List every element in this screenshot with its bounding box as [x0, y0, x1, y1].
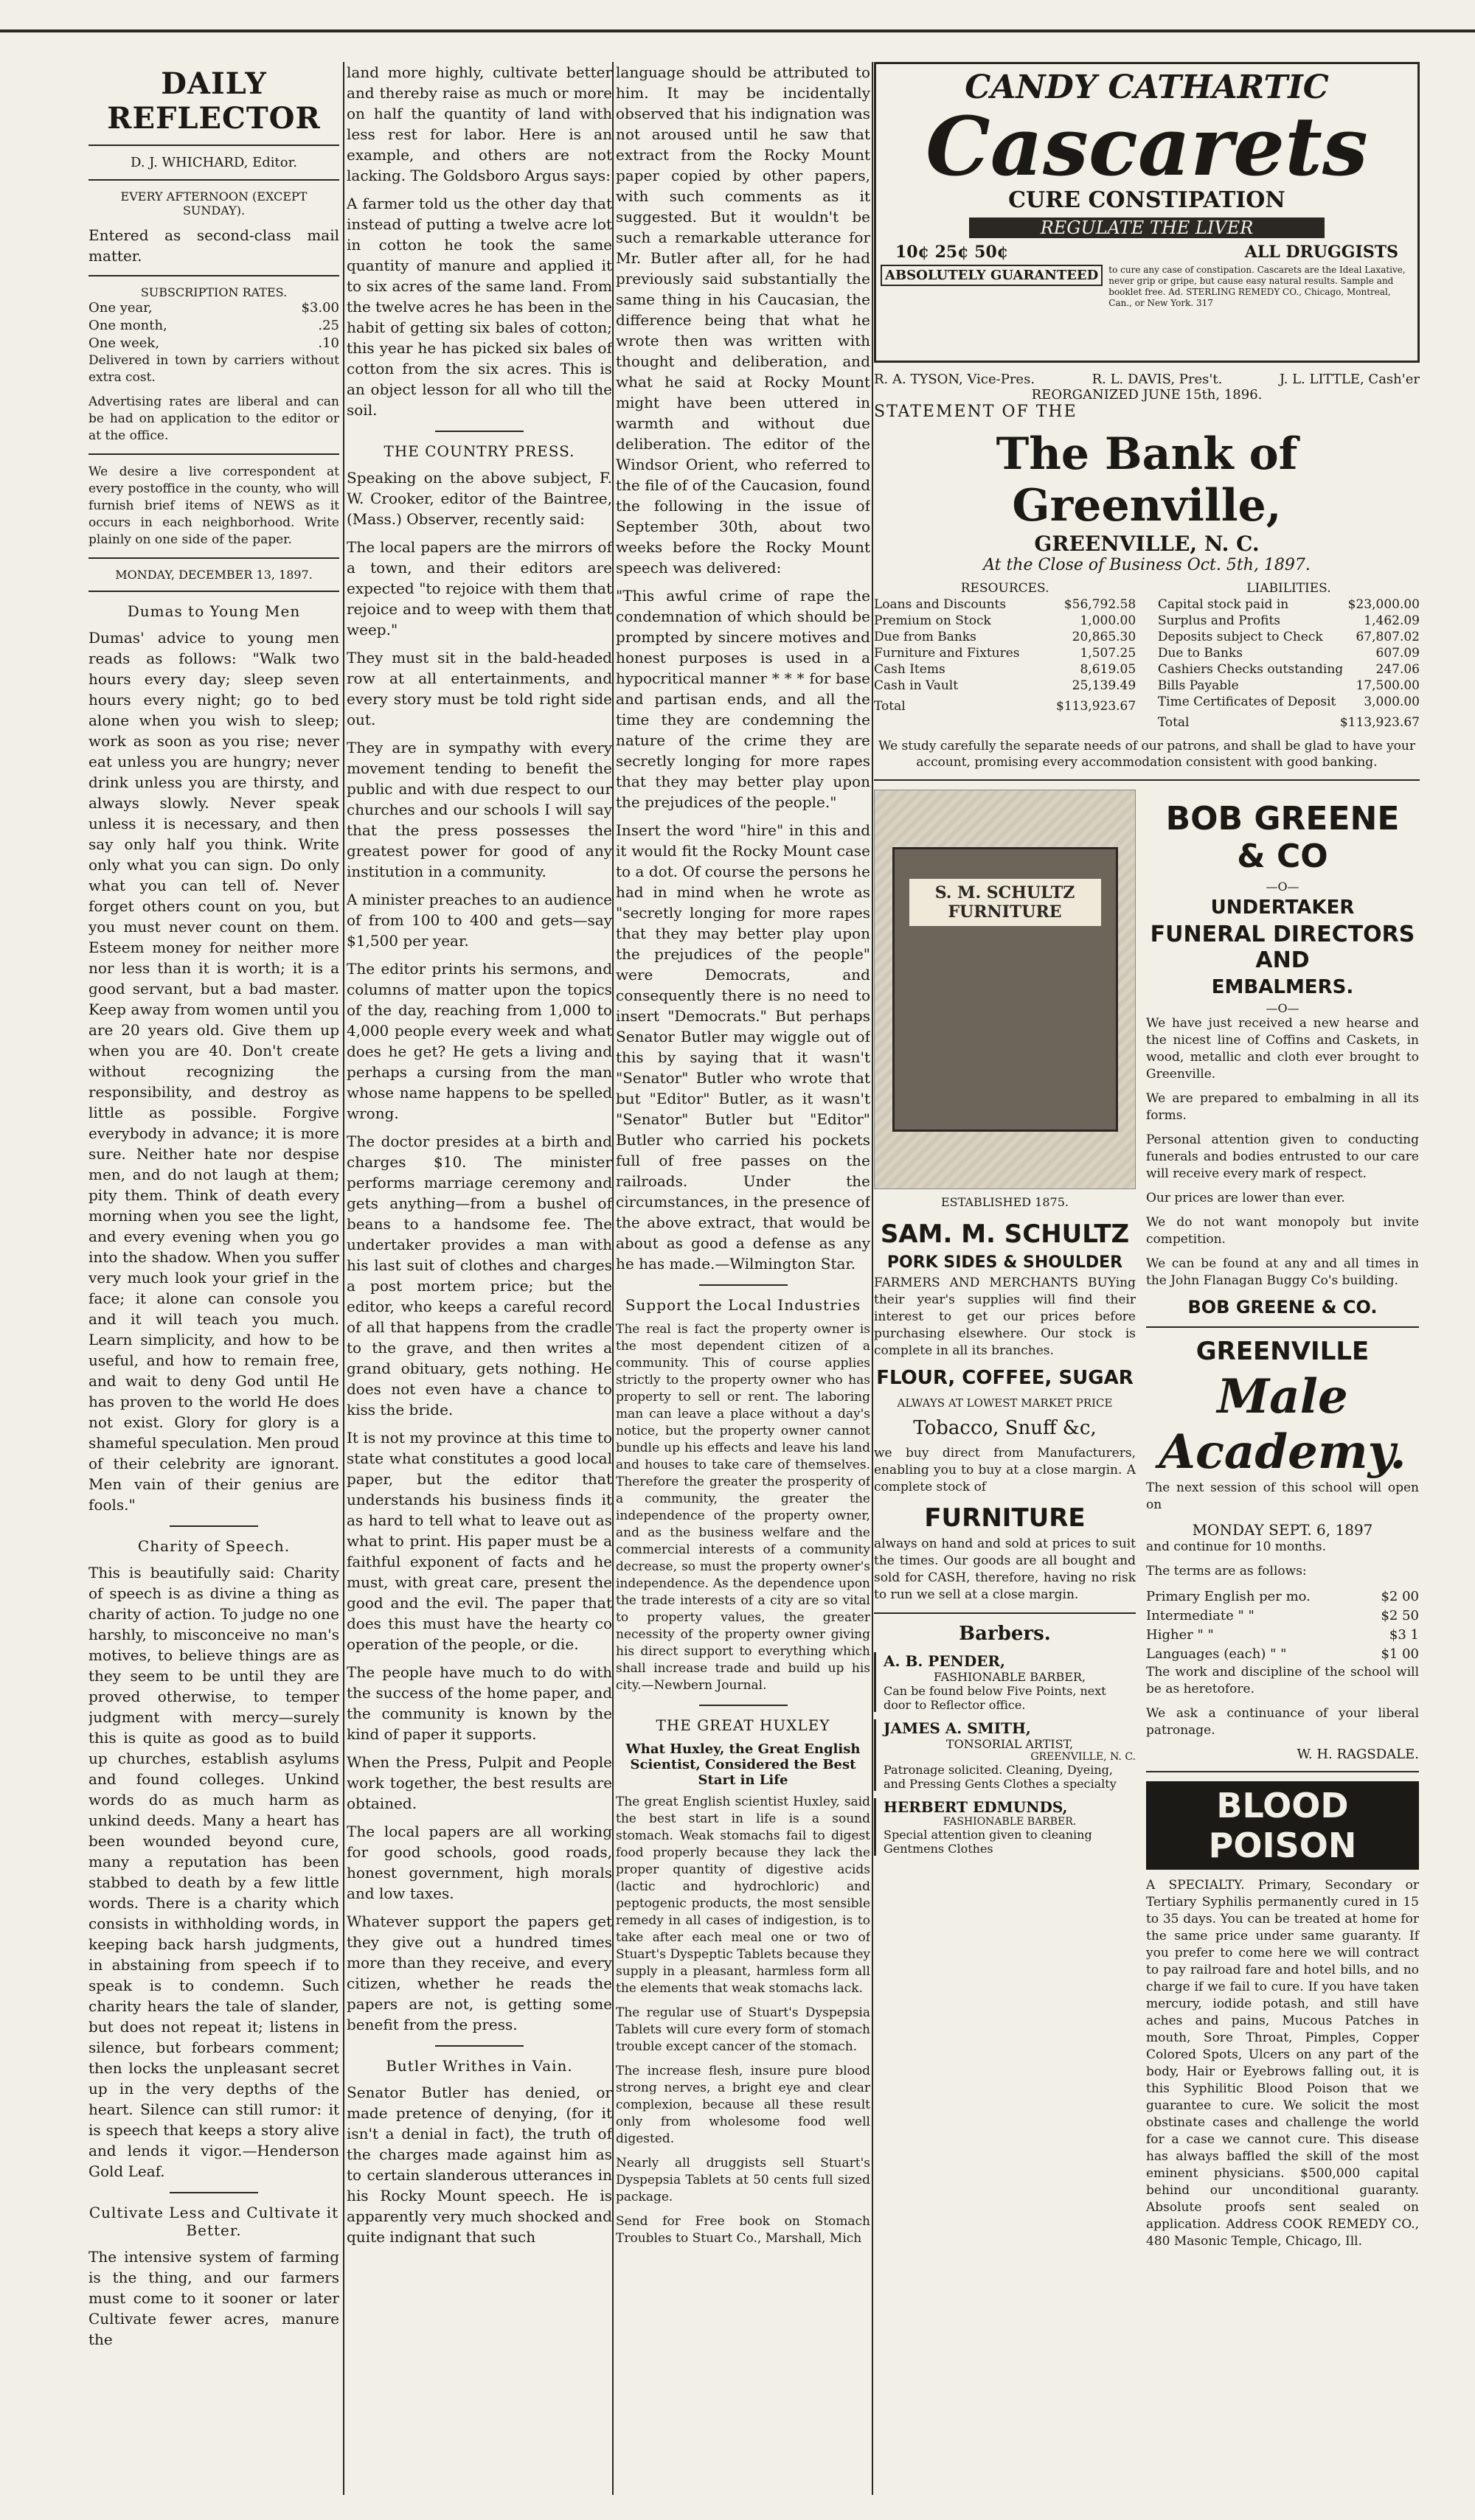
article-body: The real is fact the property owner is the most dependent citizen of a community. This of course applies strictly to the property owner who has property to sell or rent. The laboring man can leave a place without a day's notice, but the property owner cannot bundle up his effects and leave his land and houses to take care of themselves. Therefore the greater the prosperity of a community, the greater the independence of the property owner, and as the business welfare and the commercial interests of a community decrease, so must the property owner's independence. As the dependence upon the trade interests of a city are so vital to property values, the greater necessity of the property owner giving his direct support to everything which shall increase trade and build up his city.—Newbern Journal. [616, 1322, 870, 1693]
greene-name: BOB GREENE & CO [1165, 800, 1400, 875]
article-body: The editor prints his sermons, and columns of matter upon the topics of the day, reaching from 1,000 to 4,000 people every week and what does he get? He gets a living and perhaps a cursing from the man whose name happens to be spelled wrong. [347, 960, 612, 1122]
liability-row: Deposits subject to Check 67,807.02 [1157, 630, 1420, 644]
academy-signature: W. H. RAGSDALE. [1297, 1747, 1419, 1762]
resource-total: Total $113,923.67 [874, 699, 1136, 714]
barber-city: GREENVILLE, N. C. [1030, 1751, 1136, 1763]
established-note: ESTABLISHED 1875. [940, 1195, 1069, 1209]
terms-row: Primary English per mo. $2 00 [1146, 1589, 1419, 1604]
article-title: THE GREAT HUXLEY [656, 1716, 830, 1734]
barber-text: Patronage solicited. Cleaning, Dyeing, and Pressing Gents Clothes a specialty [884, 1763, 1117, 1791]
tobacco-line: Tobacco, Snuff &c, [913, 1417, 1097, 1439]
terms-row: Higher " " $3 1 [1146, 1627, 1419, 1643]
article-title: Support the Local Industries [625, 1296, 861, 1314]
blood-poison-text: A SPECIALTY. Primary, Secondary or Tertiary Syphilis permanently cured in 15 to 35 days. You can be treated at home for the same price under same guaranty. If you prefer to come here we will contract to pay railroad fare and hotel bills, and no charge if we fail to cure. If you have taken mercury, iodide potash, and still have aches and pains, Mucous Patches in mouth, Sore Throat, Pimples, Copper Colored Spots, Ulcers on any part of the body, Hair or Eyebrows falling out, it is this Syphilitic Blood Poison that we guarantee to cure. We solicit the most obstinate cases and challenge the world for a case we cannot cure. This disease has always baffled the skill of the most eminent physicians. $500,000 capital behind our unconditional guaranty. Absolute proofs sent sealed on application. Address COOK REMEDY CO., 480 Masonic Temple, Chicago, Ill. [1146, 1878, 1419, 2249]
cascarets-brand: Cascarets [926, 99, 1368, 194]
greene-text: We do not want monopoly but invite competition. [1146, 1215, 1419, 1247]
article-body: The local papers are all working for good schools, good roads, honest government, high morals and low taxes. [347, 1823, 612, 1902]
cascarets-prices: 10¢ 25¢ 50¢ [895, 243, 1009, 262]
greene-signature: BOB GREENE & CO. [1187, 1297, 1378, 1318]
rate-row: One week, .10 [88, 335, 339, 351]
store-building-image [892, 847, 1118, 1132]
article-title: Cultivate Less and Cultivate it Better. [88, 2204, 339, 2239]
academy-text: The terms are as follows: [1146, 1564, 1307, 1579]
greene-text: We can be found at any and all times in the John Flanagan Buggy Co's building. [1146, 1256, 1419, 1288]
greene-line-2: FUNERAL DIRECTORS AND [1150, 922, 1415, 973]
article-body: The local papers are the mirrors of a town, and their editors are expected "to rejoice with them that rejoice and to weep with them that weep." [347, 538, 612, 638]
article-body: language should be attributed to him. It may be incidentally observed that his indignation was not aroused until he saw that extract from the Rocky Mount paper copied by other papers, with such comments as it suggested. But it wouldn't be such a remarkable utterance for Mr. Butler after all, for he had previously said substantially the same thing in his Caucasian, the difference being that what he wrote then was written with thought and deliberation, and what he said at Rocky Mount might have been uttered in warmth and without due deliberation. The editor of the Windsor Orient, who referred to the file of of the Caucasion, found the following in the issue of September 30th, about two weeks before the Rocky Mount speech was delivered: [616, 63, 870, 577]
liability-total: Total $113,923.67 [1157, 715, 1420, 730]
greene-text: We are prepared to embalming in all its forms. [1146, 1091, 1419, 1123]
barber-edmunds [874, 1798, 1136, 1856]
flour-line: FLOUR, COFFEE, SUGAR [876, 1367, 1134, 1389]
article-quote: A farmer told us the other day that instead of putting a twelve acre lot in cotton he took the same quantity of manure and applied it to six acres of the same land. From the twelve acres he has been in the habit of getting six bales of cotton; this year he has picked six bales of cotton from the six acres. This is an object lesson for all who till the soil. [347, 195, 612, 419]
issue-date: MONDAY, DECEMBER 13, 1897. [115, 568, 313, 582]
advertising-note: Advertising rates are liberal and can be had on application to the editor or at the office. [88, 394, 339, 443]
furniture-heading: FURNITURE [924, 1503, 1086, 1533]
article-body: Senator Butler has denied, or made pretence of denying, (for it isn't a denial in fact), the truth of the charges made against him as to certain slanderous utterances in his Rocky Mount speech. He is apparently very much shocked and quite indignant that such [347, 2084, 612, 2246]
barber-name: A. B. PENDER, [884, 1652, 1006, 1670]
article-body: The intensive system of farming is the thing, and our farmers must come to it sooner or later Cultivate fewer acres, manure the [88, 2248, 339, 2348]
bank-statement: STATEMENT OF THE [874, 403, 1077, 421]
bank-date: At the Close of Business Oct. 5th, 1897. [983, 556, 1311, 574]
article-body: The doctor presides at a birth and charges $10. The minister performs marriage ceremony and gets anything—from a bushel of beans to a handsome fee. The undertaker provides a man with his last suit of clothes and charges a post mortem price; but the editor, who keeps a careful record of all that happens from the cradle to the grave, and then writes a grand obituary, gets nothing. He does not even have a chance to kiss the bride. [347, 1132, 612, 1419]
blood-poison-heading: BLOOD POISON [1146, 1781, 1419, 1870]
article-body: They must sit in the bald-headed row at all entertainments, and every story must be told right side out. [347, 649, 612, 728]
column-divider [343, 62, 344, 2495]
terms-row: Languages (each) " " $1 00 [1146, 1646, 1419, 1662]
article-body: Insert the word "hire" in this and it would fit the Rocky Mount case to a dot. Of course the persons he had in mind when he wrote as "secretly longing for more rapes that they may better play upon the prejudices of the people" were Democrats, and consequently there is no need to insert "Democrats." But perhaps Senator Butler may wiggle out of this by saying that it wasn't "Senator" Butler who wrote that but "Editor" Butler, as it wasn't "Senator" Butler but "Editor" Butler who carried his pockets full of free passes on the railroads. Under the circumstances, in the presence of the above extract, that would be about as good a defense as any he has made.—Wilmington Star. [616, 821, 870, 1273]
cascarets-guarantee: ABSOLUTELY GUARANTEED [881, 265, 1103, 286]
rates-table [88, 299, 339, 352]
bank-pres: R. L. DAVIS, Pres't. [1092, 372, 1223, 387]
published-line: EVERY AFTERNOON (EXCEPT SUNDAY). [120, 189, 308, 217]
greene-text: We have just received a new hearse and the nicest line of Coffins and Caskets, in wood, metallic and cloth ever brought to Greenville. [1146, 1016, 1419, 1082]
barber-title: FASHIONABLE BARBER, [933, 1670, 1086, 1684]
correspondent-note: We desire a live correspondent at every postoffice in the county, who will furnish brief items of NEWS as it occurs in each neighborhood. Write plainly on one side of the paper. [88, 464, 339, 547]
resource-row: Loans and Discounts $56,792.58 [874, 597, 1136, 612]
academy-date: MONDAY SEPT. 6, 1897 [1192, 1521, 1373, 1539]
academy-city: GREENVILLE [1195, 1337, 1370, 1366]
barber-name: HERBERT EDMUNDS, [884, 1798, 1068, 1816]
cascarets-top: CANDY CATHARTIC [965, 69, 1329, 106]
resource-row: Cash in Vault 25,139.49 [874, 678, 1136, 693]
editor-line: D. J. WHICHARD, Editor. [131, 155, 297, 170]
article-body: They are in sympathy with every movement tending to benefit the public and with due respect to our churches and our schools I will say that the press possesses the greatest power for good of any institution in a community. [347, 739, 612, 880]
barber-smith [874, 1719, 1136, 1791]
liability-row: Time Certificates of Deposit 3,000.00 [1157, 695, 1420, 709]
lowest-price-line: ALWAYS AT LOWEST MARKET PRICE [897, 1396, 1113, 1410]
resource-row: Furniture and Fixtures 1,507.25 [874, 646, 1136, 661]
cascarets-ad [874, 62, 1420, 363]
masthead: DAILY REFLECTOR [107, 66, 321, 136]
article-subtitle: What Huxley, the Great English Scientist, Considered the Best Start in Life [625, 1741, 861, 1788]
article-body: It is not my province at this time to state what constitutes a good local paper, but the editor that understands his business finds it as hard to tell what to leave out as what to print. His paper must be a faithful exponent of facts and he must, with great care, present the good and the evil. The paper that does this must have the hearty co operation of the people, or die. [347, 1429, 612, 1653]
academy-name: Male Academy. [1159, 1369, 1406, 1480]
liability-row: Due to Banks 607.09 [1157, 646, 1420, 661]
farmers-note: FARMERS AND MERCHANTS BUYing their year's supplies will find their interest to get our prices before purchasing elsewhere. Our stock is complete in all its branches. [874, 1275, 1136, 1358]
liability-row: Surplus and Profits 1,462.09 [1157, 613, 1420, 628]
article-body: The people have much to do with the success of the home paper, and the community is known by the kind of paper it supports. [347, 1663, 612, 1743]
resource-row: Cash Items 8,619.05 [874, 662, 1136, 677]
column-divider [872, 62, 873, 2495]
liabilities-column [1158, 580, 1420, 731]
store-sign: S. M. SCHULTZ FURNITURE [909, 879, 1101, 926]
rate-row: One year, $3.00 [88, 300, 339, 316]
top-rule [0, 29, 1475, 32]
store-illustration [874, 790, 1136, 1189]
furniture-note: always on hand and sold at prices to suit the times. Our goods are all bought and sold for CASH, therefore, having no risk to run we sell at a close margin. [874, 1536, 1136, 1602]
academy-text: We ask a continuance of your liberal patronage. [1146, 1706, 1419, 1738]
lower-ads [874, 790, 1420, 2258]
schultz-column [874, 790, 1136, 2258]
column-3 [616, 62, 870, 2499]
liability-row: Capital stock paid in $23,000.00 [1157, 597, 1420, 612]
rate-row: One month, .25 [88, 318, 339, 333]
delivery-note: Delivered in town by carriers without extra cost. [88, 353, 339, 385]
barber-text: Can be found below Five Points, next door to Reflector office. [884, 1684, 1106, 1712]
article-title: Butler Writhes in Vain. [386, 2057, 573, 2075]
bank-footer: We study carefully the separate needs of our patrons, and shall be glad to have your account, promising every accommodation consistent with good banking. [878, 739, 1415, 770]
liability-row: Cashiers Checks outstanding 247.06 [1157, 662, 1420, 677]
column-4-ads [874, 62, 1420, 2499]
article-body: The regular use of Stuart's Dyspepsia Tablets will cure every form of stomach trouble except cancer of the stomach. [616, 2005, 870, 2054]
bank-vp: R. A. TYSON, Vice-Pres. [874, 372, 1035, 387]
pork-line: PORK SIDES & SHOULDER [886, 1253, 1123, 1272]
ornament: —O— [1266, 880, 1299, 894]
article-body: A minister preaches to an audience of from 100 to 400 and gets—say $1,500 per year. [347, 891, 612, 950]
barber-title: FASHIONABLE BARBER. [943, 1816, 1077, 1828]
greene-line-1: UNDERTAKER [1210, 897, 1355, 919]
article-body: The increase flesh, insure pure blood strong nerves, a bright eye and clear complexion, because all these result only from wholesome food well digested. [616, 2064, 870, 2146]
bank-cashier: J. L. LITTLE, Cash'er [1279, 372, 1420, 387]
cascarets-druggists: ALL DRUGGISTS [1244, 243, 1398, 262]
article-body: Speaking on the above subject, F. W. Crooker, editor of the Baintree, (Mass.) Observer, recently said: [347, 469, 612, 528]
article-body: Send for Free book on Stomach Troubles to Stuart Co., Marshall, Mich [616, 2214, 870, 2246]
article-quote: "This awful crime of rape the condemnation of which should be prompted by sincere motives and honest purposes is used in a hypocritical manner * * * for base and partisan ends, and all the time they are condemning the nature of the crime they are secretly longing for more rapes that they may better play upon the prejudices of the people." [616, 587, 870, 811]
article-body: Whatever support the papers get they give out a hundred times more than they receive, and every citizen, whether he reads the papers are not, is getting some benefit from the press. [347, 1912, 612, 2033]
bank-statement-table [874, 580, 1420, 731]
barbers-heading: Barbers. [959, 1623, 1051, 1645]
article-body: Dumas' advice to young men reads as follows: "Walk two hours every day; sleep seven hours every night; go to bed alone when you wish to sleep; work as soon as you rise; never eat unless you are hungry; never drink unless you are thirsty, and always slowly. Never speak unless it is necessary, and then say only half you think. Write only what you can sign. Do only what you can tell of. Never forget others count on you, but you must never count on them. Esteem money for neither more nor less than it is worth; it is a good servant, but a bad master. Keep away from women until you are 20 years old. Give them up when you are 40. Don't create without recognizing the responsibility, and destroy as little as possible. Forgive everybody in advance; it is more sure. Neither hate nor despise men, and do not laugh at them; pity them. Think of death every morning when you see the light, and every evening when you go into the shadow. When you suffer very much look your grief in the face; it alone can console you and it will teach you much. Learn simplicity, and how to be useful, and how to remain free, and wait to deny God until He has proven to the world He does not exist. Glory for glory is a shameful speculation. Men proud of their celebrity are ignorant. Men vain of their genius are fools." [88, 629, 339, 1514]
greene-text: Our prices are lower than ever. [1146, 1191, 1345, 1205]
academy-terms [1146, 1587, 1419, 1664]
article-title: Charity of Speech. [137, 1537, 291, 1555]
terms-row: Intermediate " " $2 50 [1146, 1608, 1419, 1623]
academy-text: and continue for 10 months. [1146, 1539, 1327, 1554]
barber-title: TONSORIAL ARTIST, [945, 1737, 1074, 1751]
column-divider [612, 62, 614, 2495]
barber-pender [874, 1652, 1136, 1712]
article-title: Dumas to Young Men [127, 602, 301, 620]
academy-text: The work and discipline of the school will be as heretofore. [1146, 1665, 1419, 1696]
cascarets-fine-print: to cure any case of constipation. Cascarets are the Ideal Laxative, never grip or gripe, but cause easy natural results. Sample and booklet free. Ad. STERLING REMEDY CO., Chicago, Montreal, Can., or New York. 317 [1108, 265, 1406, 308]
academy-text: The next session of this school will open on [1146, 1480, 1419, 1512]
cascarets-cure: CURE CONSTIPATION [1008, 187, 1285, 213]
liability-row: Bills Payable 17,500.00 [1157, 678, 1420, 693]
article-body: The great English scientist Huxley, said the best start in life is a sound stomach. Weak stomachs fail to digest food properly because they lack the proper quantity of digestive acids (lactic and hydrochloric) and peptogenic products, the most sensible remedy in all cases of indigestion, is to take after each meal one or two of Stuart's Dyspeptic Tablets because they supply in a pleasant, harmless form all the elements that weak stomachs lack. [616, 1795, 870, 1996]
liabilities-heading: LIABILITIES. [1246, 581, 1331, 596]
column-2 [347, 62, 612, 2499]
article-body: When the Press, Pulpit and People work together, the best results are obtained. [347, 1753, 612, 1812]
column-1 [88, 62, 339, 2499]
greene-text: Personal attention given to conducting funerals and bodies entrusted to our care will receive every mark of respect. [1146, 1132, 1419, 1181]
ornament: —O— [1266, 1001, 1299, 1015]
bank-reorganized: REORGANIZED JUNE 15th, 1896. [1031, 387, 1263, 403]
greene-line-3: EMBALMERS. [1211, 976, 1354, 998]
article-body: land more highly, cultivate better and thereby raise as much or more on half the quantity of land with less rest for labor. Here is an example, and others are not lacking. The Goldsboro Argus says: [347, 63, 612, 184]
cascarets-banner: REGULATE THE LIVER [969, 217, 1325, 238]
article-body: This is beautifully said: Charity of speech is as divine a thing as charity of action. To judge no one harshly, to misconceive no man's motives, to believe things are as they seem to be until they are proved otherwise, to temper judgment with mercy—surely this is quite as good as to build up churches, establish asylums and found colleges. Unkind words do as much harm as unkind deeds. Many a heart has been wounded beyond cure, many a reputation has been stabbed to death by a few little words. There is a charity which consists in withholding words, in keeping back harsh judgments, in abstaining from speech if to speak is to condemn. Such charity hears the tale of slander, but does not repeat it; listens in silence, but forbears comment; then locks the unpleasant secret up in the very depths of the heart. Silence can still rumor: it is speech that keeps a story alive and lends it vigor.—Henderson Gold Leaf. [88, 1564, 339, 2180]
article-body: Nearly all druggists sell Stuart's Dyspepsia Tablets at 50 cents full sized package. [616, 2156, 870, 2204]
direct-note: we buy direct from Manufacturers, enabling you to buy at a close margin. A complete stock of [874, 1446, 1136, 1494]
bank-name: The Bank of Greenville, [996, 428, 1298, 532]
subscription-heading: SUBSCRIPTION RATES. [140, 285, 288, 299]
resources-heading: RESOURCES. [960, 581, 1049, 596]
bank-city: GREENVILLE, N. C. [1034, 532, 1260, 556]
barber-name: JAMES A. SMITH, [884, 1719, 1031, 1737]
resource-row: Due from Banks 20,865.30 [874, 630, 1136, 644]
entered-line: Entered as second-class mail matter. [88, 226, 339, 265]
bank-ad [874, 372, 1420, 770]
resource-row: Premium on Stock 1,000.00 [874, 613, 1136, 628]
right-ads-column [1146, 790, 1419, 2258]
barber-text: Special attention given to cleaning Gentmens Clothes [884, 1828, 1092, 1856]
schultz-name: SAM. M. SCHULTZ [880, 1219, 1130, 1249]
article-title: THE COUNTRY PRESS. [384, 442, 575, 460]
resources-column [874, 580, 1136, 731]
